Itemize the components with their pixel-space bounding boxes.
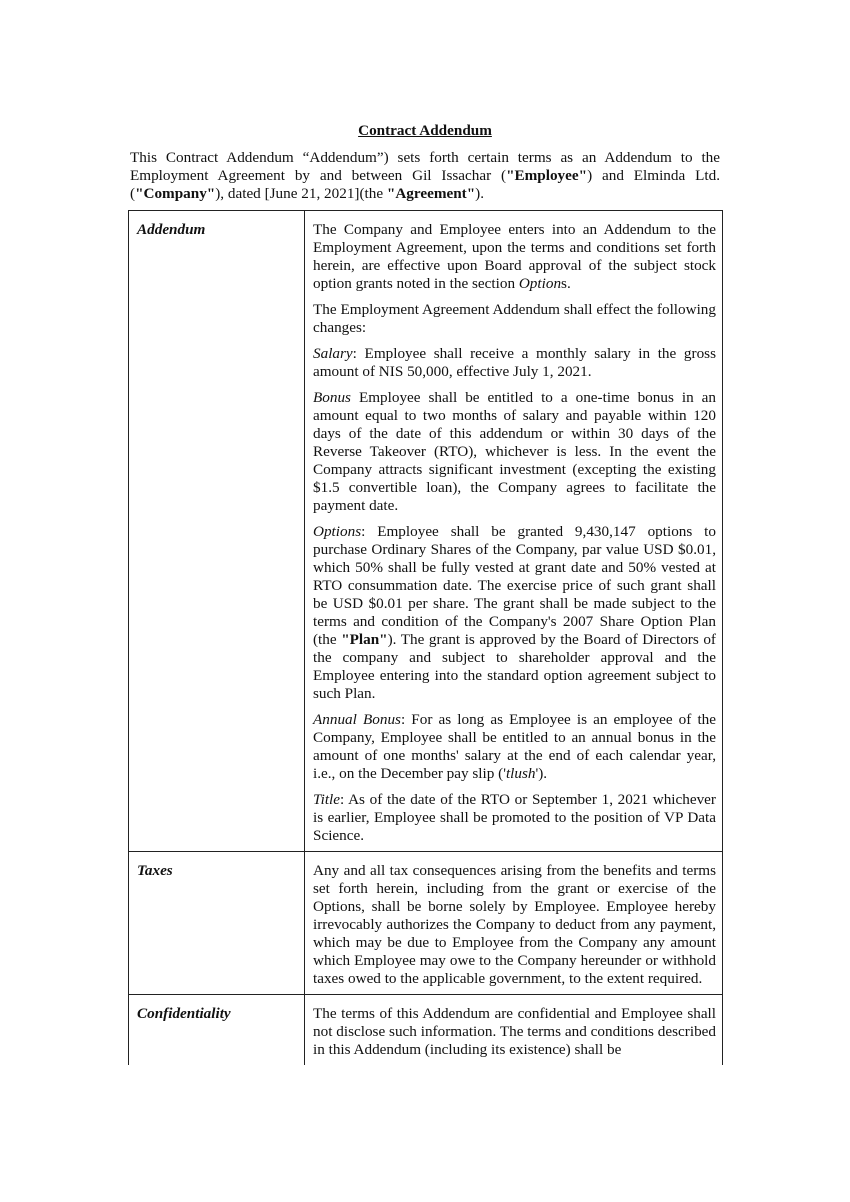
- taxes-paragraph: Any and all tax consequences arising from the benefits and terms set forth herein, including from the grant or exercise of the Options, shall be borne solely by Employee. Employee hereby irrevocably authorizes the Company to deduct from any payment, which may be due to Employee from the Company any amount which Employee may owe to the Company hereunder or withhold taxes owed to the applicable government, to the extent required.: [313, 862, 716, 987]
- title-paragraph: Title: As of the date of the RTO or September 1, 2021 whichever is earlier, Employee shall be promoted to the position of VP Data Science.: [313, 791, 716, 844]
- document-title: Contract Addendum: [358, 122, 492, 139]
- addendum-intro-paragraph: The Company and Employee enters into an Addendum to the Employment Agreement, upon the terms and conditions set forth herein, are effective upon Board approval of the subject stock option grants noted in the section Options.: [313, 221, 716, 292]
- salary-paragraph: Salary: Employee shall receive a monthly salary in the gross amount of NIS 50,000, effective July 1, 2021.: [313, 345, 716, 380]
- intro-text-4: ).: [475, 185, 485, 202]
- intro-text-2: ) and Elminda Ltd. (: [130, 167, 720, 202]
- options-paragraph: Options: Employee shall be granted 9,430,147 options to purchase Ordinary Shares of the Company, par value USD $0.01, which 50% shall be fully vested at grant date and 50% vested at RTO consummation date. The exercise price of such grant shall be USD $0.01 per share. The grant shall be made subject to the terms and condition of the Company's 2007 Share Option Plan (the "Plan"). The grant is approved by the Board of Directors of the company and subject to shareholder approval and the Employee entering into the standard option agreement subject to such Plan.: [313, 523, 716, 702]
- addendum-body: [305, 211, 722, 851]
- company-defined-term: "Company": [135, 185, 216, 202]
- intro-text-3: ), dated [June 21, 2021](the: [215, 185, 387, 202]
- addendum-changes-paragraph: The Employment Agreement Addendum shall effect the following changes:: [313, 301, 716, 336]
- bonus-paragraph: Bonus Employee shall be entitled to a one-time bonus in an amount equal to two months of salary and payable within 120 days of the date of this addendum or within 30 days of the Reverse Takeover (RTO), whichever is less. In the event the Company attracts significant investment (excepting the existing $1.5 convertible loan), the Company agrees to facilitate the payment date.: [313, 389, 716, 514]
- intro-text-1: This Contract Addendum “Addendum”) sets forth certain terms as an Addendum to the Employment Agreement by and between Gil Issachar (: [130, 149, 720, 184]
- intro-paragraph: [130, 149, 720, 203]
- annual-bonus-label: Annual Bonus: [313, 711, 401, 728]
- terms-table: [128, 210, 723, 1065]
- taxes-body: [305, 852, 722, 994]
- addendum-row: [129, 211, 722, 852]
- title-label: Title: [313, 791, 341, 808]
- salary-label: Salary: [313, 345, 353, 362]
- taxes-row: [129, 852, 722, 995]
- plan-defined-term: "Plan": [341, 631, 388, 648]
- confidentiality-label: Confidentiality: [129, 995, 305, 1065]
- confidentiality-row: [129, 995, 722, 1065]
- addendum-label: Addendum: [129, 211, 305, 851]
- options-label: Options: [313, 523, 362, 540]
- taxes-label: Taxes: [129, 852, 305, 994]
- confidentiality-paragraph: The terms of this Addendum are confidential and Employee shall not disclose such information. The terms and conditions described in this Addendum (including its existence) shall be: [313, 1005, 716, 1058]
- agreement-defined-term: "Agreement": [386, 185, 476, 202]
- annual-bonus-paragraph: Annual Bonus: For as long as Employee is an employee of the Company, Employee shall be entitled to an annual bonus in the amount of one months' salary at the end of each calendar year, i.e., on the December pay slip ('tlush').: [313, 711, 717, 782]
- confidentiality-body: [305, 995, 722, 1065]
- bonus-label: Bonus: [313, 389, 351, 406]
- employee-defined-term: "Employee": [506, 167, 588, 184]
